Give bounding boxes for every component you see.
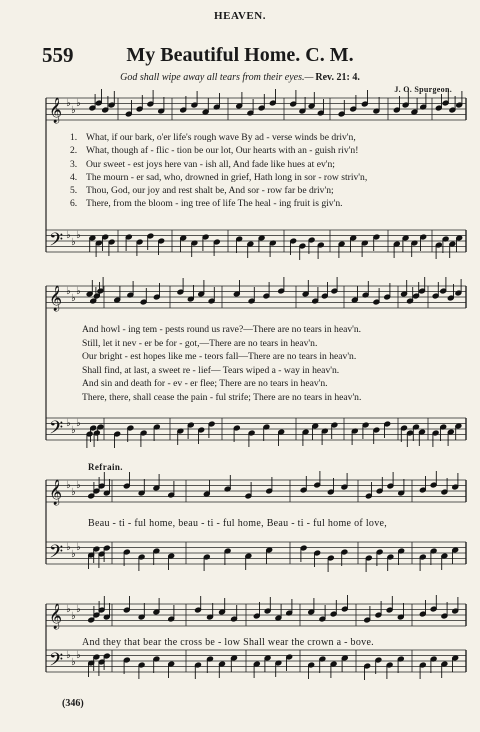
verse-line [70, 131, 466, 144]
verse-text: Our sweet - est joys here van - ish all, And fade like hues at ev'n; [86, 158, 335, 170]
refrain-lyrics-line2: And they that bear the cross be - low Shall wear the crown a - bove. [82, 637, 374, 648]
flat-icon: ♭ [71, 549, 76, 560]
verse-line: Shall find, at last, a sweet re - lief— Tears wiped a - way in heav'n. [82, 364, 340, 376]
verse-text: Thou, God, our joy and rest shalt be, And sor - row far be driv'n; [86, 185, 334, 197]
verse-number: 4. [70, 171, 78, 183]
flat-icon: ♭ [66, 98, 71, 109]
flat-icon: ♭ [76, 604, 81, 615]
verse-line [70, 144, 466, 157]
flat-icon: ♭ [66, 604, 71, 615]
clef-icon: 𝄢 [49, 418, 64, 443]
verse-lyrics-part1 [70, 131, 466, 211]
verse-number: 5. [70, 185, 78, 197]
flat-icon: ♭ [71, 487, 76, 498]
flat-icon: ♭ [71, 611, 76, 622]
verse-line [70, 197, 466, 210]
refrain-label: Refrain. [88, 462, 123, 472]
flat-icon: ♭ [66, 542, 71, 553]
verse-text: There, from the bloom - ing tree of life The heal - ing fruit is giv'n. [86, 198, 343, 210]
clef-icon: 𝄞 [49, 604, 63, 629]
flat-icon: ♭ [76, 542, 81, 553]
flat-icon: ♭ [76, 418, 81, 429]
clef-icon: 𝄞 [49, 98, 63, 123]
page-number: (346) [62, 698, 84, 709]
flat-icon: ♭ [66, 418, 71, 429]
flat-icon: ♭ [76, 98, 81, 109]
hymn-number: 559 [42, 43, 74, 67]
subtitle-reference: Rev. 21: 4. [315, 72, 360, 83]
clef-icon: 𝄢 [49, 230, 64, 255]
flat-icon: ♭ [76, 650, 81, 661]
clef-icon: 𝄢 [49, 542, 64, 567]
verse-lyrics-part2 [82, 323, 466, 405]
verse-line: And howl - ing tem - pests round us rave?—There are no tears in heav'n. [82, 324, 362, 335]
refrain-lyrics-line1: Beau - ti - ful home, beau - ti - ful home, Beau - ti - ful home of love, [88, 518, 388, 529]
verse-text: What, if our bark, o'er life's rough wave By ad - verse winds be driv'n, [86, 132, 356, 143]
verse-number: 6. [70, 198, 78, 210]
verse-line [70, 184, 466, 197]
flat-icon: ♭ [71, 105, 76, 116]
clef-icon: 𝄞 [49, 286, 63, 311]
verse-text: What, though af - flic - tion be our lot, Our hearts with an - guish riv'n! [86, 145, 359, 157]
verse-line [70, 171, 466, 184]
flat-icon: ♭ [76, 480, 81, 491]
flat-icon: ♭ [71, 657, 76, 668]
verse-line [70, 158, 466, 171]
subtitle-text: God shall wipe away all tears from their eyes.— [120, 72, 314, 83]
flat-icon: ♭ [76, 286, 81, 297]
verse-number: 3. [70, 158, 78, 170]
section-heading: HEAVEN. [214, 10, 266, 22]
verse-text: The mourn - er sad, who, drowned in grief, Hath long in sor - row striv'n, [86, 171, 368, 183]
verse-number: 1. [70, 132, 78, 143]
verse-line: Our bright - est hopes like me - teors fall—There are no tears in heav'n. [82, 351, 357, 363]
flat-icon: ♭ [66, 650, 71, 661]
flat-icon: ♭ [66, 230, 71, 241]
verse-line: There, there, shall cease the pain - ful strife; There are no tears in heav'n. [82, 391, 362, 403]
clef-icon: 𝄢 [49, 650, 64, 675]
clef-icon: 𝄞 [49, 480, 63, 505]
verse-line: And sin and death for - ev - er flee; There are no tears in heav'n. [82, 378, 328, 390]
flat-icon: ♭ [76, 230, 81, 241]
flat-icon: ♭ [71, 293, 76, 304]
composer-credit: J. O. Spurgeon. [394, 85, 452, 94]
flat-icon: ♭ [71, 425, 76, 436]
flat-icon: ♭ [66, 480, 71, 491]
verse-number: 2. [70, 145, 78, 157]
flat-icon: ♭ [71, 237, 76, 248]
flat-icon: ♭ [66, 286, 71, 297]
hymn-title: My Beautiful Home. C. M. [126, 44, 354, 66]
verse-line: Still, let it nev - er be for - got,—There are no tears in heav'n. [82, 337, 318, 349]
